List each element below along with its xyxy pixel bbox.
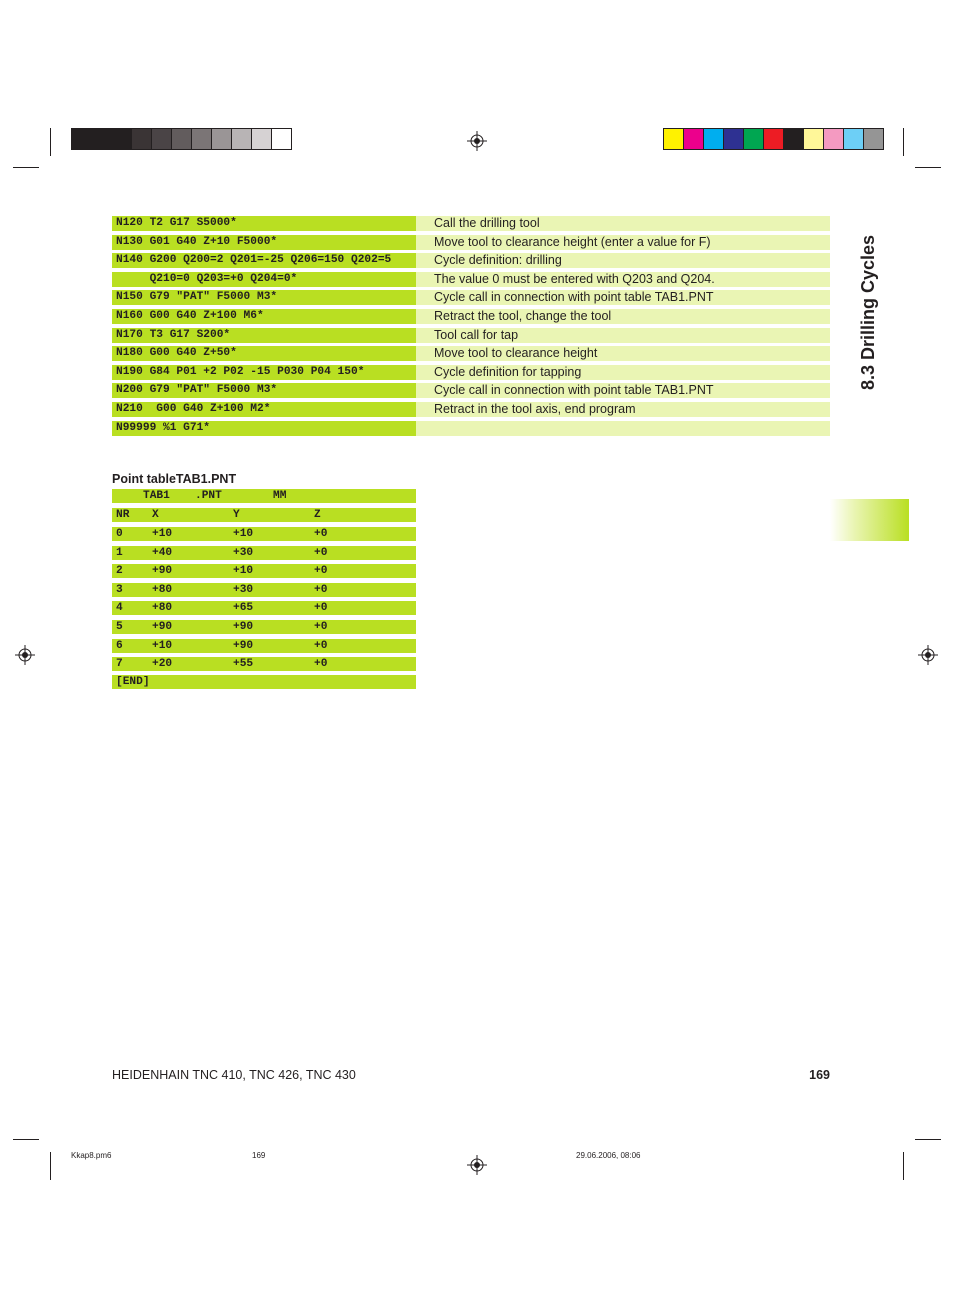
- crop-mark: [903, 1152, 904, 1180]
- point-table-row-cell: +30: [233, 583, 254, 596]
- registration-mark-icon: [467, 131, 487, 151]
- program-code: N130 G01 G40 Z+10 F5000*: [112, 235, 416, 250]
- point-table-file-ext: .PNT: [195, 490, 222, 502]
- point-table-end-row: [112, 675, 416, 689]
- program-line: [112, 216, 830, 231]
- process-swatch: [704, 129, 724, 149]
- point-table-row-cell: +0: [314, 565, 328, 578]
- program-line: [112, 383, 830, 398]
- point-table-row-cell: +0: [314, 621, 328, 633]
- program-comment: Call the drilling tool: [416, 216, 830, 231]
- registration-mark-icon: [15, 645, 35, 665]
- point-table-row-cell: +10: [233, 528, 254, 540]
- program-line: [112, 346, 830, 361]
- point-table-row-cell: 0: [116, 528, 123, 540]
- program-code: N99999 %1 G71*: [112, 421, 416, 436]
- crop-mark: [915, 167, 941, 168]
- program-code: N160 G00 G40 Z+100 M6*: [112, 309, 416, 324]
- point-table-header-cell: X: [152, 509, 159, 521]
- program-code: N120 T2 G17 S5000*: [112, 216, 416, 231]
- point-table-row-cell: +10: [152, 639, 173, 652]
- registration-mark-icon: [918, 645, 938, 665]
- point-table-title: Point tableTAB1.PNT: [112, 472, 237, 486]
- point-table-row-cell: +0: [314, 602, 328, 615]
- program-line: [112, 309, 830, 324]
- crop-mark: [50, 128, 51, 156]
- point-table-row: [112, 546, 416, 560]
- grayscale-swatch: [272, 129, 291, 149]
- grayscale-swatch: [132, 129, 152, 149]
- process-swatch: [724, 129, 744, 149]
- point-table-row-cell: 6: [116, 639, 123, 652]
- program-code: N180 G00 G40 Z+50*: [112, 346, 416, 361]
- point-table-end-marker: [END]: [116, 676, 150, 688]
- point-table-row-cell: +0: [314, 546, 328, 559]
- program-code: N150 G79 "PAT" F5000 M3*: [112, 290, 416, 305]
- program-comment: Cycle call in connection with point table TAB1.PNT: [416, 290, 830, 305]
- program-code: N210 G00 G40 Z+100 M2*: [112, 402, 416, 417]
- point-table-file-row: [112, 489, 416, 503]
- point-table-row-cell: +20: [152, 658, 173, 671]
- grayscale-swatch: [252, 129, 272, 149]
- crop-mark: [903, 128, 904, 156]
- page-number: 169: [809, 1068, 830, 1082]
- program-comment: Cycle definition: drilling: [416, 253, 830, 268]
- point-table-row-cell: +10: [233, 565, 254, 578]
- point-table-row: [112, 583, 416, 597]
- point-table-row-cell: +55: [233, 658, 254, 671]
- point-table-row-cell: 1: [116, 546, 123, 559]
- program-line: [112, 272, 830, 287]
- program-line: [112, 421, 830, 436]
- process-swatch: [844, 129, 864, 149]
- point-table-row: [112, 601, 416, 615]
- point-table-row-cell: +0: [314, 528, 328, 540]
- point-table-header-cell: Z: [314, 509, 321, 521]
- point-table-row-cell: +0: [314, 658, 328, 671]
- program-line: [112, 365, 830, 380]
- chapter-thumb-tab: [830, 499, 909, 541]
- point-table-row-cell: +10: [152, 528, 173, 540]
- point-table-row: [112, 527, 416, 541]
- point-table-row-cell: +90: [233, 639, 254, 652]
- point-table-header-cell: Y: [233, 509, 240, 521]
- crop-mark: [13, 167, 39, 168]
- registration-mark-icon: [467, 1155, 487, 1175]
- point-table-row-cell: +90: [152, 621, 173, 633]
- point-table-row-cell: +80: [152, 583, 173, 596]
- grayscale-swatch: [192, 129, 212, 149]
- point-table-row-cell: +80: [152, 602, 173, 615]
- grayscale-swatch: [152, 129, 172, 149]
- process-swatch: [864, 129, 883, 149]
- process-swatch: [684, 129, 704, 149]
- program-code: N140 G200 Q200=2 Q201=-25 Q206=150 Q202=5: [112, 253, 416, 268]
- grayscale-swatch: [232, 129, 252, 149]
- grayscale-swatch: [92, 129, 112, 149]
- grayscale-swatch: [112, 129, 132, 149]
- point-table-row-cell: +30: [233, 546, 254, 559]
- program-code: N200 G79 "PAT" F5000 M3*: [112, 383, 416, 398]
- point-table-row-cell: +90: [152, 565, 173, 578]
- program-comment: Cycle definition for tapping: [416, 365, 830, 380]
- point-table-row-cell: 2: [116, 565, 123, 578]
- program-comment: Move tool to clearance height: [416, 346, 830, 361]
- grayscale-swatch: [172, 129, 192, 149]
- process-swatch: [664, 129, 684, 149]
- program-comment: Retract the tool, change the tool: [416, 309, 830, 324]
- program-comment: [416, 421, 830, 436]
- process-swatch: [804, 129, 824, 149]
- crop-mark: [13, 1139, 39, 1140]
- section-title: [856, 214, 880, 390]
- point-table-header-cell: NR: [116, 509, 130, 521]
- program-code: N190 G84 P01 +2 P02 -15 P030 P04 150*: [112, 365, 416, 380]
- point-table-row: [112, 620, 416, 634]
- section-title-text: 8.3 Drilling Cycles: [858, 234, 878, 390]
- program-line: [112, 402, 830, 417]
- program-line: [112, 290, 830, 305]
- program-comment: Tool call for tap: [416, 328, 830, 343]
- grayscale-color-bar: [71, 128, 292, 150]
- program-comment: Retract in the tool axis, end program: [416, 402, 830, 417]
- grayscale-swatch: [212, 129, 232, 149]
- point-table-row-cell: +0: [314, 639, 328, 652]
- process-swatch: [744, 129, 764, 149]
- point-table-row: [112, 564, 416, 578]
- program-line: [112, 253, 830, 268]
- program-comment: Cycle call in connection with point table TAB1.PNT: [416, 383, 830, 398]
- point-table-row-cell: +90: [233, 621, 254, 633]
- point-table-file-name: TAB1: [143, 490, 170, 502]
- program-comment: Move tool to clearance height (enter a value for F): [416, 235, 830, 250]
- point-table-header: [112, 508, 416, 522]
- slug-page-number: 169: [252, 1151, 266, 1160]
- program-code: Q210=0 Q203=+0 Q204=0*: [112, 272, 416, 287]
- point-table-row: [112, 657, 416, 671]
- point-table-row: [112, 639, 416, 653]
- process-swatch: [784, 129, 804, 149]
- program-comment: The value 0 must be entered with Q203 and Q204.: [416, 272, 830, 287]
- slug-date: 29.06.2006, 08:06: [576, 1151, 641, 1160]
- point-table-row-cell: 3: [116, 583, 123, 596]
- program-line: [112, 235, 830, 250]
- crop-mark: [50, 1152, 51, 1180]
- crop-mark: [915, 1139, 941, 1140]
- point-table-row-cell: 5: [116, 621, 123, 633]
- point-table-row-cell: +0: [314, 583, 328, 596]
- process-swatch: [764, 129, 784, 149]
- grayscale-swatch: [72, 129, 92, 149]
- point-table-unit: MM: [273, 490, 287, 502]
- manual-title: HEIDENHAIN TNC 410, TNC 426, TNC 430: [112, 1068, 356, 1082]
- slug-file-name: Kkap8.pm6: [71, 1151, 112, 1160]
- point-table-row-cell: 4: [116, 602, 123, 615]
- process-swatch: [824, 129, 844, 149]
- point-table-row-cell: 7: [116, 658, 123, 671]
- point-table-row-cell: +65: [233, 602, 254, 615]
- point-table-row-cell: +40: [152, 546, 173, 559]
- program-code: N170 T3 G17 S200*: [112, 328, 416, 343]
- process-color-bar: [663, 128, 884, 150]
- program-line: [112, 328, 830, 343]
